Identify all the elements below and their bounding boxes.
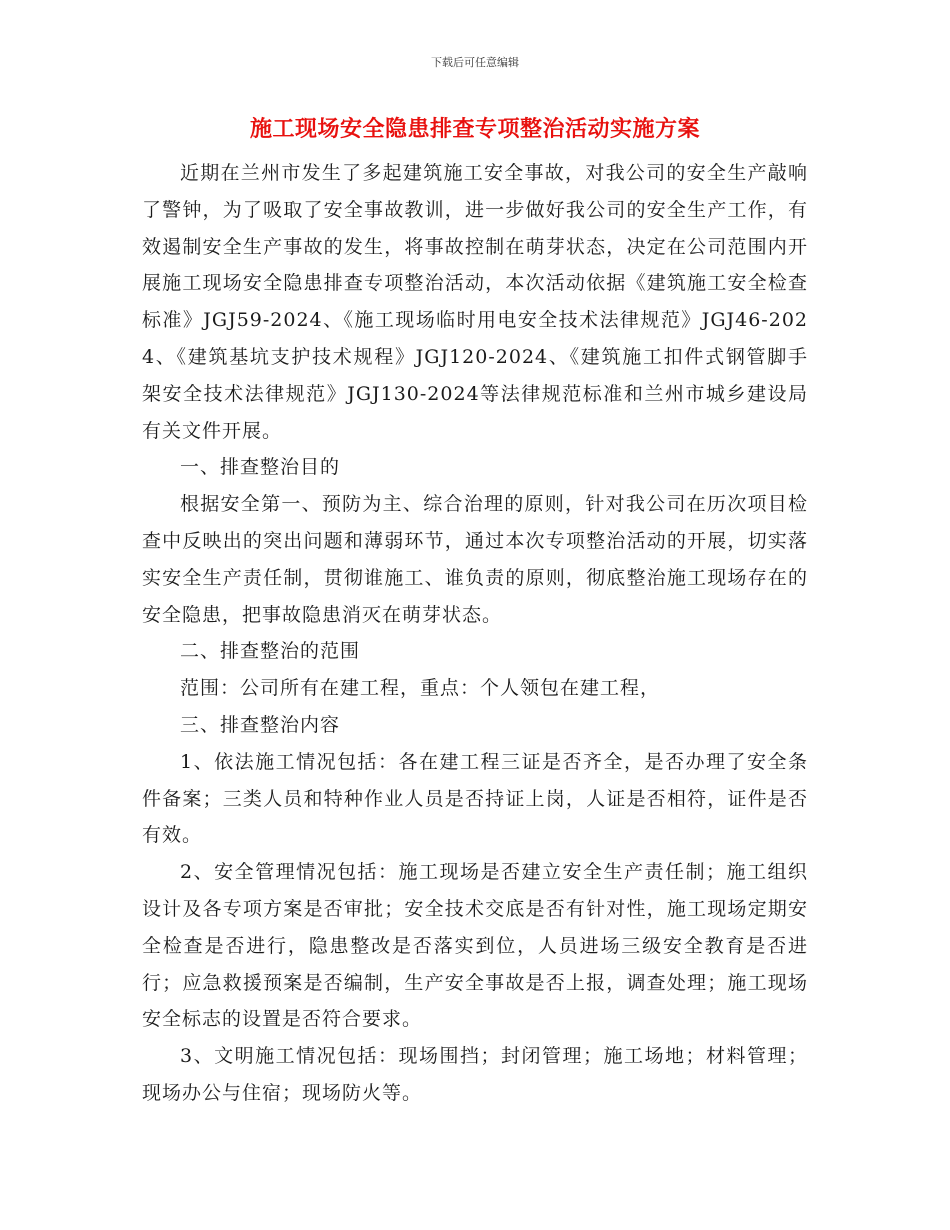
heading-purpose: 一、排查整治目的 bbox=[180, 456, 341, 479]
paragraph-scope: 范围：公司所有在建工程，重点：个人领包在建工程， bbox=[180, 677, 661, 700]
heading-content: 三、排查整治内容 bbox=[180, 713, 341, 736]
paragraph-purpose: 根据安全第一、预防为主、综合治理的原则，针对我公司在历次项目检查中反映出的突出问题和薄弱环节，通过本次专项整治活动的开展，切实落实安全生产责任制，贯彻谁施工、谁负责的原则，彻底整治施工现场存在的安全隐患，把事故隐患消灭在萌芽状态。 bbox=[142, 493, 808, 626]
document-title: 施工现场安全隐患排查专项整治活动实施方案 bbox=[249, 117, 700, 142]
paragraph-item-1: 1、依法施工情况包括：各在建工程三证是否齐全，是否办理了安全条件备案；三类人员和特种作业人员是否持证上岗，人证是否相符，证件是否有效。 bbox=[142, 750, 808, 847]
paragraph-intro: 近期在兰州市发生了多起建筑施工安全事故，对我公司的安全生产敲响了警钟，为了吸取了安全事故教训，进一步做好我公司的安全生产工作，有效遏制安全生产事故的发生，将事故控制在萌芽状态，决定在公司范围内开展施工现场安全隐患排查专项整治活动，本次活动依据《建筑施工安全检查标准》JGJ59-2024、《施工现场临时用电安全技术法律规范》JGJ46-2024、《建筑基坑支护技术规程》JGJ120-2024、《建筑施工扣件式钢管脚手架安全技术法律规范》JGJ130-2024等法律规范标准和兰州市城乡建设局有关文件开展。 bbox=[142, 162, 808, 442]
heading-scope: 二、排查整治的范围 bbox=[180, 640, 361, 663]
paragraph-item-2: 2、安全管理情况包括：施工现场是否建立安全生产责任制；施工组织设计及各专项方案是否审批；安全技术交底是否有针对性，施工现场定期安全检查是否进行，隐患整改是否落实到位，人员进场三级安全教育是否进行；应急救援预案是否编制，生产安全事故是否上报，调查处理；施工现场安全标志的设置是否符合要求。 bbox=[142, 861, 808, 1031]
document-body bbox=[142, 155, 808, 1112]
page-header-note: 下载后可任意编辑 bbox=[431, 56, 519, 69]
paragraph-item-3: 3、文明施工情况包括：现场围挡；封闭管理；施工场地；材料管理；现场办公与住宿；现场防火等。 bbox=[142, 1045, 808, 1104]
